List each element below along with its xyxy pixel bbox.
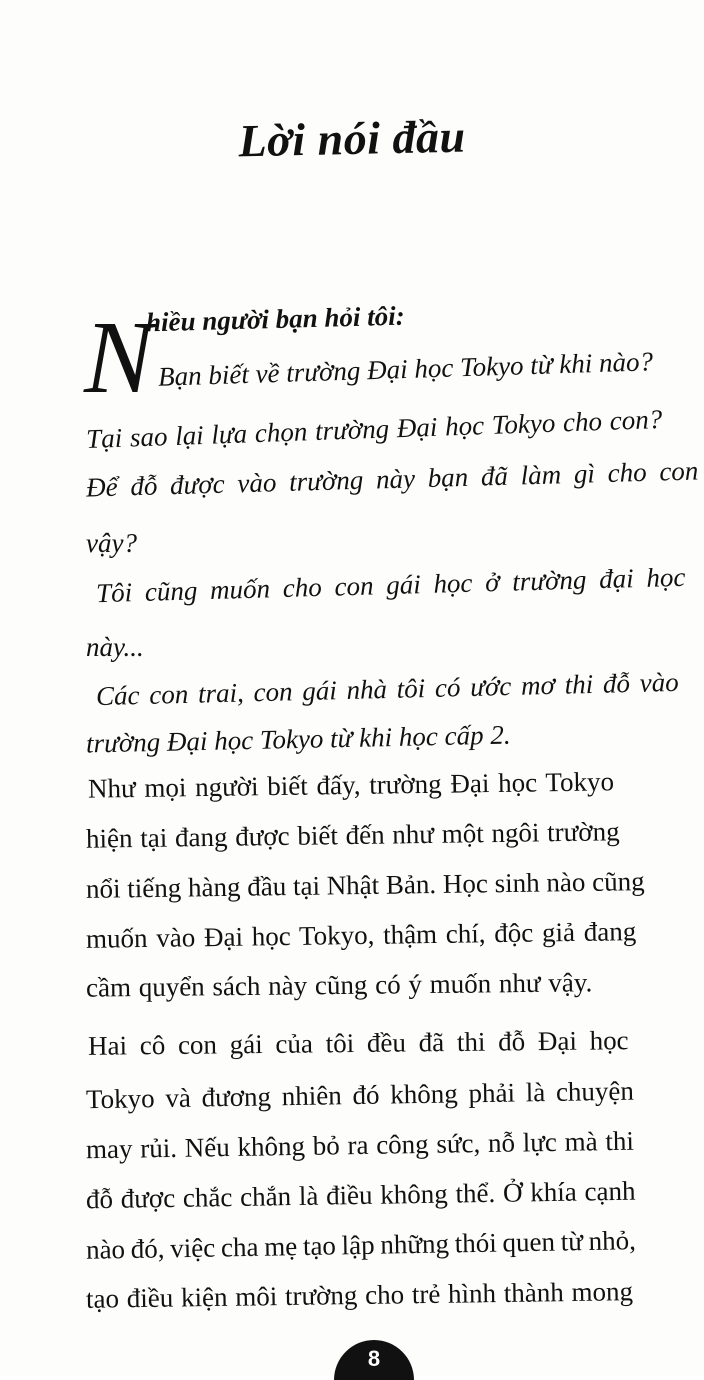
- body-line: Bạn biết về trường Đại học Tokyo từ khi nào?: [157, 346, 654, 392]
- body-line: nào đó, việc cha mẹ tạo lập những thói quen từ nhỏ,: [85, 1225, 637, 1265]
- body-line: Tokyo và đương nhiên đó không phải là chuyện: [85, 1075, 635, 1115]
- body-line: đỗ được chắc chắn là điều không thể. Ở khía cạnh: [85, 1175, 636, 1215]
- body-line: tạo điều kiện môi trường cho trẻ hình thành mong: [85, 1276, 634, 1314]
- body-line: Các con trai, con gái nhà tôi có ước mơ thi đỗ vào: [95, 666, 680, 712]
- page-title: Lời nói đầu: [237, 110, 467, 167]
- body-line: hiện tại đang được biết đến như một ngôi trường: [85, 816, 620, 854]
- body-line: vậy?: [86, 528, 137, 558]
- body-line: Tại sao lại lựa chọn trường Đại học Tokyo cho con?: [85, 403, 663, 455]
- body-line: muốn vào Đại học Tokyo, thậm chí, độc giả đang: [85, 916, 637, 954]
- body-line: cầm quyển sách này cũng có ý muốn như vậy.: [85, 967, 593, 1003]
- drop-cap-letter: N: [84, 300, 154, 415]
- body-line: hiều người bạn hỏi tôi:: [145, 300, 406, 338]
- body-line: may rủi. Nếu không bỏ ra công sức, nỗ lực mà thi: [85, 1125, 635, 1165]
- body-line: Hai cô con gái của tôi đều đã thi đỗ Đại học: [87, 1025, 629, 1061]
- page-number-badge: [334, 1340, 414, 1380]
- body-line: này...: [86, 632, 144, 662]
- body-line: trường Đại học Tokyo từ khi học cấp 2.: [85, 719, 511, 759]
- body-line: Tôi cũng muốn cho con gái học ở trường đại học: [95, 561, 686, 609]
- body-line: nổi tiếng hàng đầu tại Nhật Bản. Học sinh nào cũng: [85, 866, 645, 904]
- body-line: Để đỗ được vào trường này bạn đã làm gì cho con: [85, 455, 699, 503]
- body-line: Như mọi người biết đấy, trường Đại học Tokyo: [87, 766, 615, 804]
- page-number: 8: [367, 1346, 381, 1371]
